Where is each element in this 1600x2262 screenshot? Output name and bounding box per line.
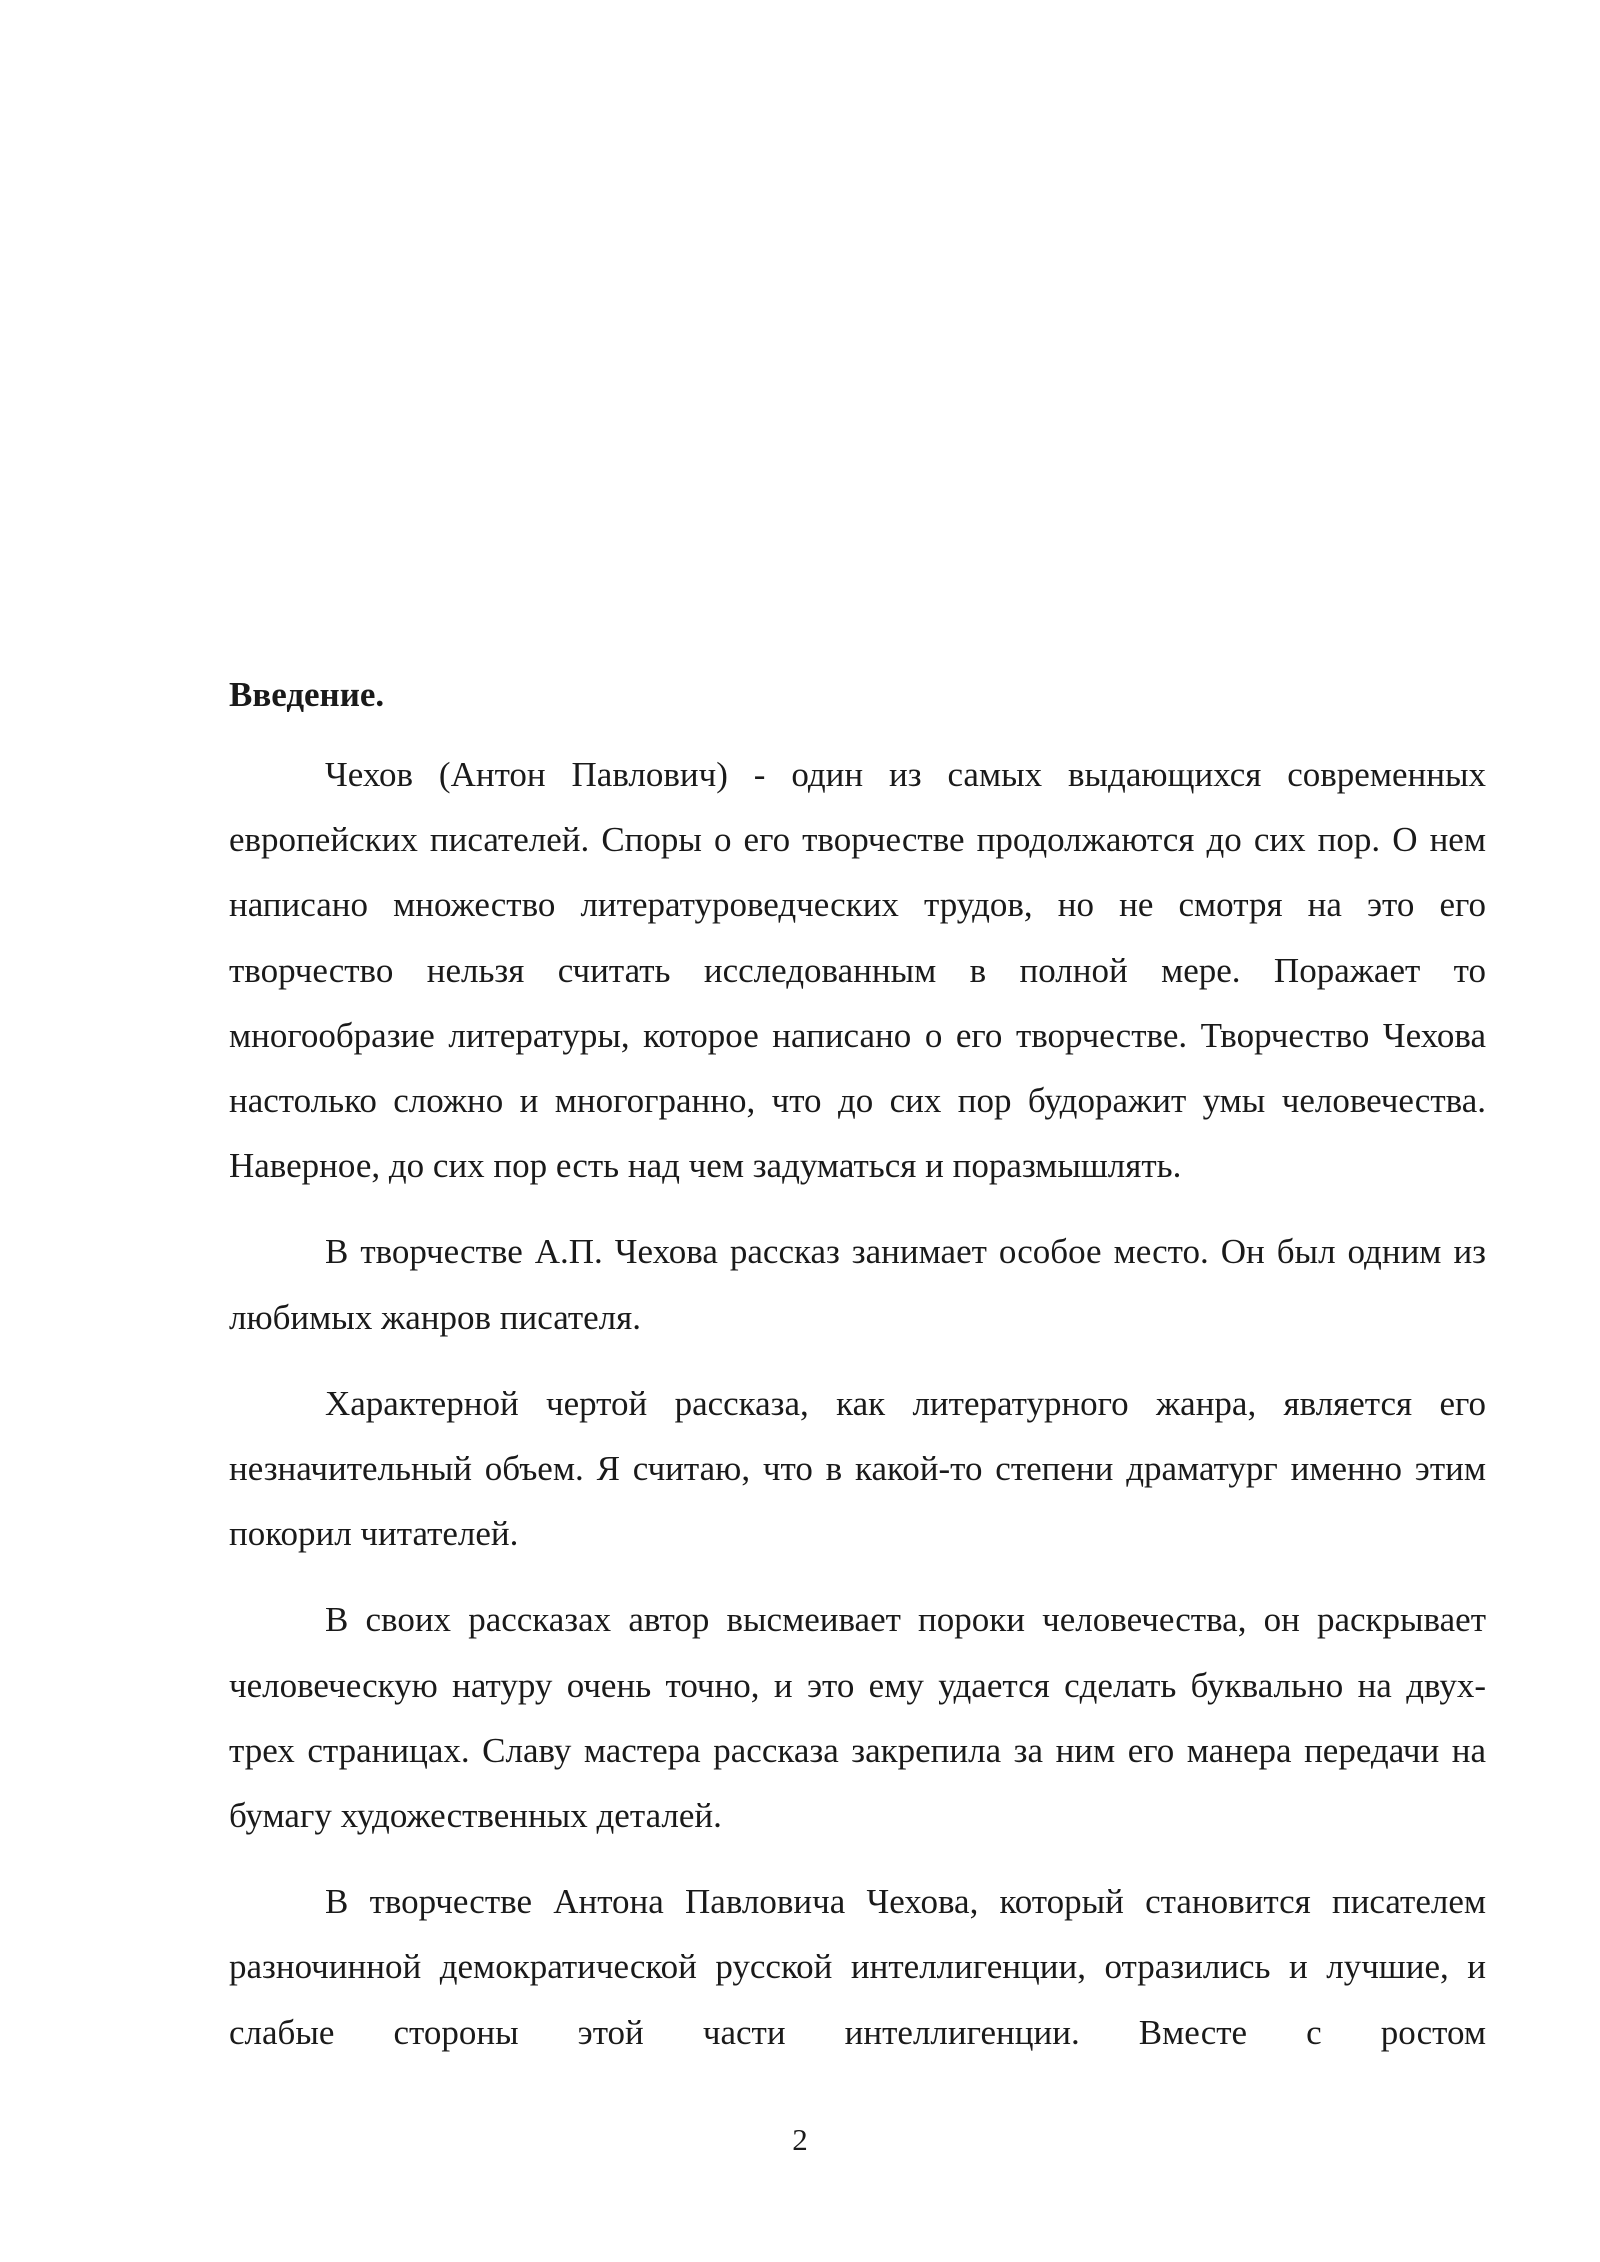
paragraph-intro: Чехов (Антон Павлович) - один из самых выдающихся современных европейских писателей. Споры о его творчестве продолжаются до сих пор. О нем написано множество литературоведческих трудов, но не смотря на это его творчество нельзя считать исследованным в полной мере. Поражает то многообразие литературы, которое написано о его творчестве. Творчество Чехова настолько сложно и многогранно, что до сих пор будоражит умы человечества. Наверное, до сих пор есть над чем задуматься и поразмышлять. bbox=[229, 755, 1486, 1186]
section-heading: Введение. bbox=[229, 675, 385, 714]
paragraph-story-volume: Характерной чертой рассказа, как литературного жанра, является его незначительный объем. Я считаю, что в какой-то степени драматург именно этим покорил читателей. bbox=[229, 1383, 1486, 1554]
paragraph-intelligentsia: В творчестве Антона Павловича Чехова, который становится писателем разночинной демократической русской интеллигенции, отразились и лучшие, и слабые стороны этой части интеллигенции. Вместе с ростом bbox=[229, 1882, 1486, 2052]
paragraph-story-place: В творчестве А.П. Чехова рассказ занимает особое место. Он был одним из любимых жанров писателя. bbox=[229, 1232, 1486, 1337]
page-number: 2 bbox=[792, 2122, 808, 2157]
paragraph-vices: В своих рассказах автор высмеивает пороки человечества, он раскрывает человеческую натуру очень точно, и это ему удается сделать буквально на двух-трех страницах. Славу мастера рассказа закрепила за ним его манера передачи на бумагу художественных деталей. bbox=[229, 1600, 1486, 1836]
page-body bbox=[229, 668, 1486, 2065]
